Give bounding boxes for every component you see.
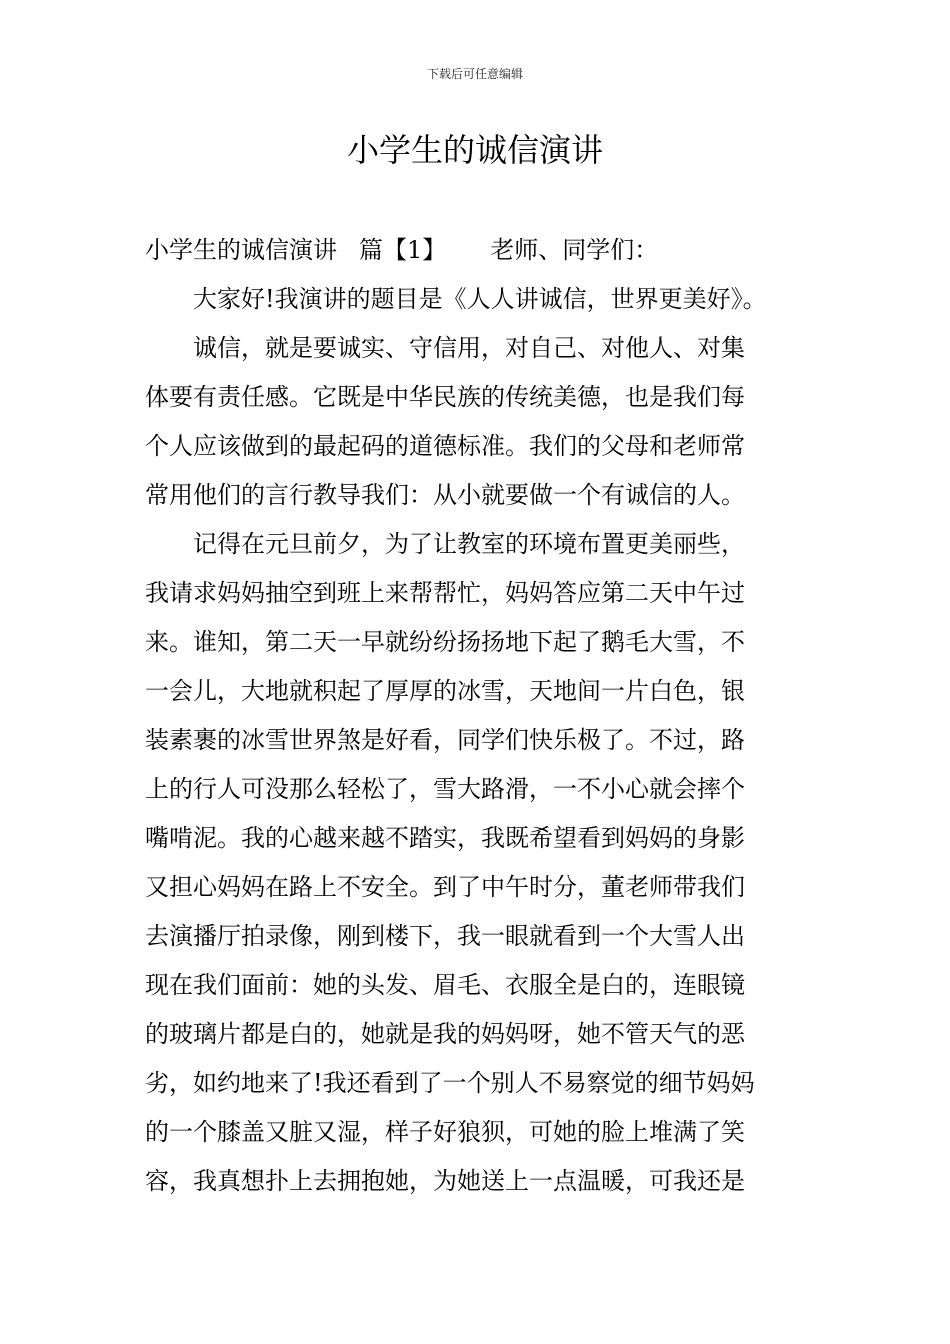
paragraph-line: 一会儿，大地就积起了厚厚的冰雪，天地间一片白色，银 xyxy=(145,677,745,705)
subtitle-line xyxy=(145,226,810,275)
section-label: 篇【1】 xyxy=(359,236,447,264)
paragraph-line: 去演播厅拍录像，刚到楼下，我一眼就看到一个大雪人出 xyxy=(145,922,745,950)
paragraph-line: 记得在元旦前夕，为了让教室的环境布置更美丽些， xyxy=(145,530,745,558)
paragraph-line: 个人应该做到的最起码的道德标准。我们的父母和老师常 xyxy=(145,432,745,460)
paragraph-line: 劣，如约地来了!我还看到了一个别人不易察觉的细节妈妈 xyxy=(145,1069,755,1097)
paragraph-line: 体要有责任感。它既是中华民族的传统美德，也是我们每 xyxy=(145,383,745,411)
paragraph-line: 的玻璃片都是白的，她就是我的妈妈呀，她不管天气的恶 xyxy=(145,1020,745,1048)
paragraph-line: 常用他们的言行教导我们：从小就要做一个有诚信的人。 xyxy=(145,481,745,509)
paragraph-line: 又担心妈妈在路上不安全。到了中午时分，董老师带我们 xyxy=(145,873,745,901)
paragraph-line: 嘴啃泥。我的心越来越不踏实，我既希望看到妈妈的身影 xyxy=(145,824,745,852)
salutation: 老师、同学们： xyxy=(490,236,659,264)
header-note: 下载后可任意编辑 xyxy=(426,67,523,81)
paragraph-line: 装素裹的冰雪世界煞是好看，同学们快乐极了。不过，路 xyxy=(145,726,745,754)
subtitle-title-ref: 小学生的诚信演讲 xyxy=(145,236,337,264)
paragraph-line: 大家好!我演讲的题目是《人人讲诚信，世界更美好》。 xyxy=(145,285,767,313)
paragraph-line: 的一个膝盖又脏又湿，样子好狼狈，可她的脸上堆满了笑 xyxy=(145,1118,745,1146)
document-body xyxy=(145,226,810,1206)
paragraph-line: 诚信，就是要诚实、守信用，对自己、对他人、对集 xyxy=(145,334,745,362)
paragraph-line: 上的行人可没那么轻松了，雪大路滑，一不小心就会摔个 xyxy=(145,775,745,803)
document-title: 小学生的诚信演讲 xyxy=(346,131,603,169)
paragraph-line: 来。谁知，第二天一早就纷纷扬扬地下起了鹅毛大雪，不 xyxy=(145,628,745,656)
paragraph-line: 我请求妈妈抽空到班上来帮帮忙，妈妈答应第二天中午过 xyxy=(145,579,745,607)
paragraph-line: 现在我们面前：她的头发、眉毛、衣服全是白的，连眼镜 xyxy=(145,971,745,999)
paragraph-line: 容，我真想扑上去拥抱她，为她送上一点温暖，可我还是 xyxy=(145,1167,745,1195)
